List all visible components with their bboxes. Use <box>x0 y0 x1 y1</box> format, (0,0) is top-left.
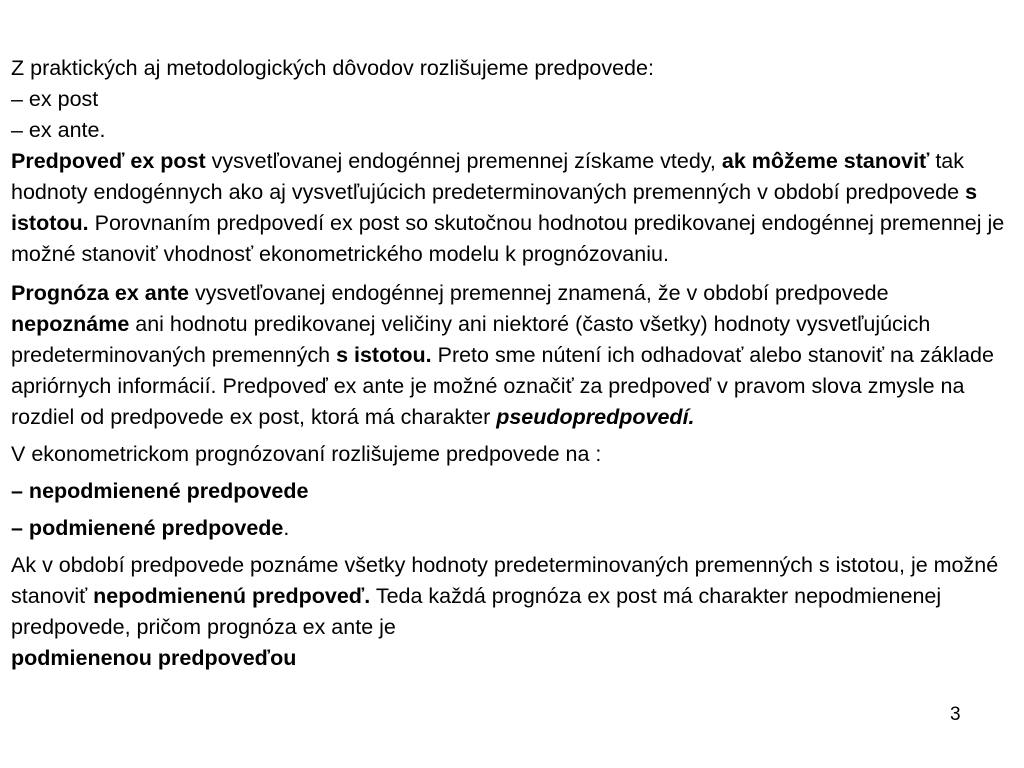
paragraph-final <box>11 550 1011 674</box>
text: Teda každá prognóza ex post má charakter nepodmienenej predpovede, pričom prognóza ex ante je <box>11 584 942 639</box>
text: Preto sme nútení ich odhadovať alebo stanoviť na základe apriórnych informácií. Predpoveď ex ante je možné označiť za predpoveď v pravom slova zmysle na rozdiel od predpovede ex post, ktorá má charakter <box>11 343 994 429</box>
bold-text: s istotou. <box>336 343 432 367</box>
paragraph-ex-ante <box>11 278 1011 433</box>
paragraph-ex-post <box>11 146 1011 270</box>
paragraph-types: V ekonometrickom prognózovaní rozlišujeme predpovede na : <box>11 442 602 466</box>
text: . <box>283 516 290 540</box>
list-item-unconditional <box>11 476 1011 507</box>
text: tak hodnoty endogénnych ako aj vysvetľujúcich predeterminovaných premenných v období predpovede <box>11 149 966 204</box>
slide-content <box>11 53 1011 674</box>
page-number: 3 <box>950 704 961 725</box>
list-item-conditional <box>11 513 1011 544</box>
bold-italic-text: pseudopredpovedí. <box>496 405 695 429</box>
bold-text: Prognóza ex ante <box>11 281 190 305</box>
text: ani hodnotu predikovanej veličiny ani niektoré (často všetky) hodnoty vysvetľujúcich predeterminovaných premenných <box>11 312 931 367</box>
bold-text: – podmienené predpovede <box>11 516 284 540</box>
text: Ak v období predpovede poznáme všetky hodnoty predeterminovaných premenných s istotou, je možné stanoviť <box>11 553 999 608</box>
bold-text: – nepodmienené predpovede <box>11 479 309 503</box>
bold-text: ak môžeme stanoviť <box>721 149 930 173</box>
list-item-ex-ante: – ex ante. <box>11 118 106 142</box>
bold-text: s istotou. <box>11 180 978 235</box>
text: Porovnaním predpovedí ex post so skutočnou hodnotou predikovanej endogénnej premennej je možné stanoviť vhodnosť ekonometrického modelu k prognózovaniu. <box>11 211 1005 266</box>
intro-line: Z praktických aj metodologických dôvodov rozlišujeme predpovede: <box>11 56 654 80</box>
bold-text: nepodmienenú predpoveď. <box>93 584 371 608</box>
list-item-ex-post: – ex post <box>11 87 99 111</box>
bold-text: podmienenou predpoveďou <box>11 646 297 670</box>
text: vysvetľovanej endogénnej premennej znamená, že v období predpovede <box>189 281 889 305</box>
text: vysvetľovanej endogénnej premennej získame vtedy, <box>205 149 722 173</box>
bold-text: Predpoveď ex post <box>11 149 206 173</box>
bold-text: nepoznáme <box>11 312 130 336</box>
